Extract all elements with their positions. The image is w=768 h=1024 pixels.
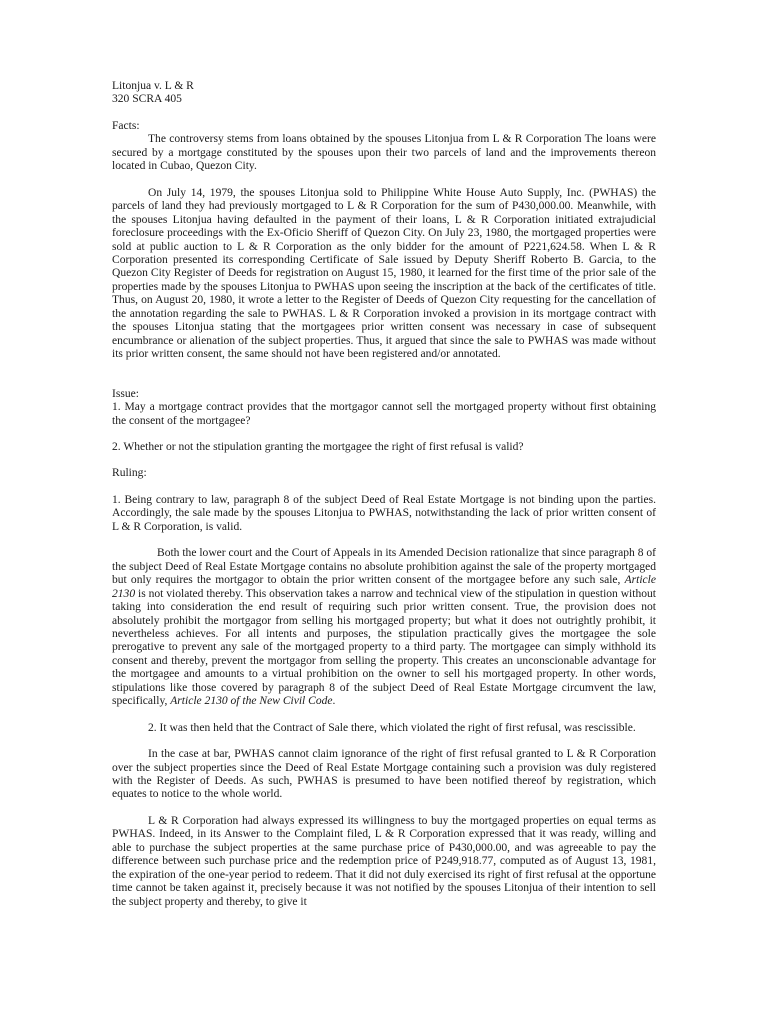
civil-code-reference: Article 2130 of the New Civil Code [170,695,333,708]
ruling-text-c: . [332,695,336,708]
ruling-text-a: Both the lower court and the Court of Appeals in its Amended Decision rationalize that since paragraph 8 of the subject Deed of Real Estate Mortgage contains no absolute prohibition against the sale of the property mortgaged but only requires the mortgagor to obtain the prior written consent of the mortgagee before any such sale, [112,547,656,587]
ruling-paragraph-first-refusal: L & R Corporation had always expressed its willingness to buy the mortgaged properties on equal terms as PWHAS. Indeed, in its Answer to the Complaint filed, L & R Corporation expressed that it was ready, willing and able to purchase the subject properties at the same purchase price of P430,000.00, and was agreeable to pay the difference between such purchase price and the redemption price of P249,918.77, computed as of August 13, 1981, the expiration of the one-year period to redeem. That it did not duly exercised its right of first refusal at the opportune time cannot be taken against it, precisely because it was not notified by the spouses Litonjua of their intention to sell the subject property and thereby, to give it [112,814,656,908]
facts-heading: Facts: [112,119,140,132]
article-2130-reference: Article 2130 [112,574,656,600]
ruling-text-b: is not violated thereby. This observation takes a narrow and technical view of the stipulation in question without taking into consideration the end result of requiring such prior written consent. True, the provision does not absolutely prohibit the mortgagor from selling his mortgaged property; but what it does not outrightly prohibit, it nevertheless achieves. For all intents and purposes, the stipulation practically gives the mortgagee the sole prerogative to prevent any sale of the mortgaged property to a third party. The mortgagee can simply withhold its consent and thereby, prevent the mortgagor from selling the property. This creates an unconscionable advantage for the mortgagee and amounts to a virtual prohibition on the owner to sell his mortgaged property. In other words, stipulations like those covered by paragraph 8 of the subject Deed of Real Estate Mortgage circumvent the law, specifically, [112,587,656,708]
ruling-paragraph-article-2130 [112,547,656,708]
facts-paragraph-2: On July 14, 1979, the spouses Litonjua sold to Philippine White House Auto Supply, Inc. (PWHAS) the parcels of land they had previously mortgaged to L & R Corporation for the sum of P430,000.00. Meanwhile, with the spouses Litonjua having defaulted in the payment of their loans, L & R Corporation initiated extrajudicial foreclosure proceedings with the Ex-Oficio Sheriff of Quezon City. On July 23, 1980, the mortgaged properties were sold at public auction to L & R Corporation as the only bidder for the amount of P221,624.58. When L & R Corporation presented its corresponding Certificate of Sale issued by Deputy Sheriff Roberto B. Garcia, to the Quezon City Register of Deeds for registration on August 15, 1980, it learned for the first time of the prior sale of the properties made by the spouses Litonjua to PWHAS upon seeing the inscription at the back of the certificates of title. Thus, on August 20, 1980, it wrote a letter to the Register of Deeds of Quezon City requesting for the cancellation of the annotation regarding the sale to PWHAS. L & R Corporation invoked a provision in its mortgage contract with the spouses Litonjua stating that the mortgagees prior written consent was necessary in case of subsequent encumbrance or alienation of the subject properties. Thus, it argued that since the sale to PWHAS was made without its prior written consent, the same should not have been registered and/or annotated. [112,186,656,361]
ruling-heading: Ruling: [112,467,147,480]
ruling-2: 2. It was then held that the Contract of Sale there, which violated the right of first refusal, was rescissible. [148,721,636,734]
ruling-paragraph-registration: In the case at bar, PWHAS cannot claim ignorance of the right of first refusal granted to L & R Corporation over the subject properties since the Deed of Real Estate Mortgage containing such a provision was duly registered with the Register of Deeds. As such, PWHAS is presumed to have been notified thereof by registration, which equates to notice to the whole world. [112,748,656,801]
issue-heading: Issue: [112,387,139,400]
issue-question-2: 2. Whether or not the stipulation granting the mortgagee the right of first refusal is valid? [112,440,524,453]
case-title: Litonjua v. L & R [112,80,194,92]
issue-question-1: 1. May a mortgage contract provides that the mortgagor cannot sell the mortgaged property without first obtaining the consent of the mortgagee? [112,401,656,427]
facts-paragraph-1: The controversy stems from loans obtained by the spouses Litonjua from L & R Corporation The loans were secured by a mortgage constituted by the spouses upon their two parcels of land and the improvements thereon located in Cubao, Quezon City. [112,133,656,173]
ruling-1: 1. Being contrary to law, paragraph 8 of the subject Deed of Real Estate Mortgage is not binding upon the parties. Accordingly, the sale made by the spouses Litonjua to PWHAS, notwithstanding the lack of prior written consent of L & R Corporation, is valid. [112,493,656,533]
case-citation: 320 SCRA 405 [112,93,182,106]
